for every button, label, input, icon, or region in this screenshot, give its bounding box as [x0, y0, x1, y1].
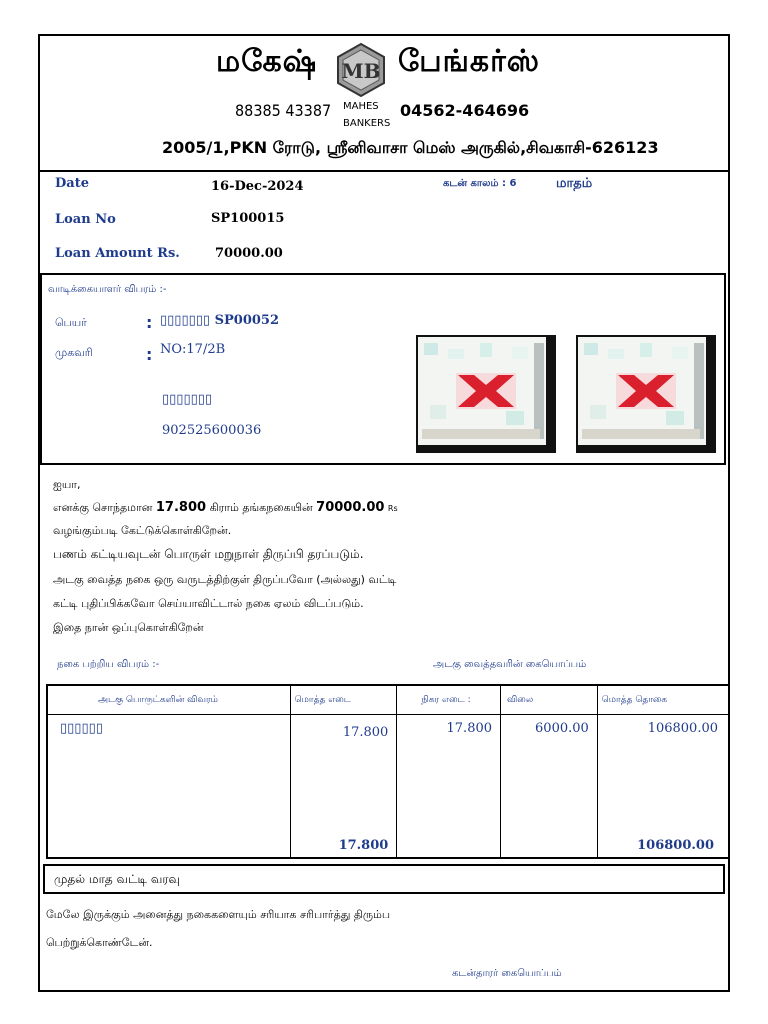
- item-rate: 6000.00: [535, 721, 589, 736]
- date-label: Date: [55, 176, 89, 191]
- pledger-signature-label: அடகு வைத்தவரின் கையொப்பம்: [433, 659, 587, 670]
- table-row: [47, 715, 729, 859]
- col-item-description: அடகு பொருட்களின் விவரம்: [47, 685, 290, 715]
- loan-amount-label: Loan Amount Rs.: [55, 246, 180, 261]
- shop-name-right: பேங்கர்ஸ்: [398, 44, 540, 79]
- col-total-amount: மொத்த தொகை: [597, 685, 729, 715]
- total-gross-weight: 17.800: [338, 838, 389, 853]
- grand-total-amount: 106800.00: [637, 838, 714, 853]
- col-gross-weight: மொத்த எடை: [290, 685, 397, 715]
- loan-no-label: Loan No: [55, 212, 116, 227]
- logo-caption-1: MAHES: [343, 101, 379, 112]
- address-colon: :: [146, 345, 153, 364]
- interest-box-label: முதல் மாத வட்டி வரவு: [54, 872, 181, 886]
- salutation: ஐயா,: [53, 478, 81, 491]
- customer-phone: 902525600036: [162, 423, 262, 438]
- name-label: பெயர்: [55, 316, 87, 329]
- receipt-line-2: பெற்றுக்கொண்டேன்.: [46, 936, 153, 949]
- customer-name: ▯▯▯▯▯▯▯ SP00052: [160, 313, 279, 328]
- logo-text: MB: [341, 59, 381, 83]
- item-description: ▯▯▯▯▯▯: [60, 721, 103, 736]
- address-label: முகவரி: [55, 346, 93, 359]
- col-net-weight: நிகர எடை :: [397, 685, 501, 715]
- header-divider: [38, 170, 730, 172]
- borrower-signature-label: கடன்தாரர் கையொப்பம்: [452, 968, 562, 979]
- declaration-line-1: எனக்கு சொந்தமான 17.800 கிராம் தங்கநகையின் 70000.00 Rs: [53, 500, 398, 515]
- mobile-number: 88385 43387: [235, 101, 332, 120]
- shop-address: 2005/1,PKN ரோடு, ஸ்ரீனிவாசா மெஸ் அருகில்,சிவகாசி-626123: [162, 138, 659, 157]
- table-header-row: [47, 685, 729, 715]
- declaration-line-4: அடகு வைத்த நகை ஒரு வருடத்திற்குள் திருப்பவோ (அல்லது) வட்டி: [53, 573, 397, 586]
- customer-section-title: வாடிக்கையாளர் விபரம் :-: [48, 284, 167, 295]
- receipt-line-1: மேலே இருக்கும் அனைத்து நகைகளையும் சரியாக சரிபார்த்து திரும்ப: [46, 908, 391, 921]
- loan-no-value: SP100015: [211, 211, 285, 226]
- col-rate: விலை: [501, 685, 598, 715]
- jewel-table: [46, 684, 730, 859]
- landline-number: 04562-464696: [400, 101, 530, 120]
- declaration-line-5: கட்டி புதிப்பிக்கவோ செய்யாவிட்டால் நகை ஏலம் விடப்படும்.: [53, 597, 364, 610]
- item-total-amount: 106800.00: [647, 721, 718, 736]
- jewel-section-title: நகை பற்றிய விபரம் :-: [57, 659, 160, 670]
- loan-amount-value: 70000.00: [215, 246, 283, 261]
- customer-photo: [416, 335, 556, 453]
- declaration-line-3: பணம் கட்டியவுடன் பொருள் மறுநாள் திருப்பி தரப்படும்.: [53, 547, 364, 561]
- declaration-line-2: வழங்கும்படி கேட்டுக்கொள்கிறேன்.: [53, 524, 232, 537]
- customer-place: ▯▯▯▯▯▯▯: [162, 392, 213, 407]
- shop-logo: [333, 42, 389, 98]
- name-colon: :: [146, 313, 153, 332]
- jewel-photo: [576, 335, 716, 453]
- item-gross-weight: 17.800: [342, 725, 389, 740]
- loan-period-label: கடன் காலம் : 6: [443, 178, 517, 189]
- date-value: 16-Dec-2024: [211, 179, 304, 194]
- logo-caption-2: BANKERS: [343, 118, 391, 129]
- item-net-weight: 17.800: [446, 721, 493, 736]
- shop-name-left: மகேஷ்: [216, 44, 318, 79]
- declaration-line-6: இதை நான் ஒப்புகொள்கிறேன்: [53, 621, 204, 634]
- loan-period-unit: மாதம்: [556, 176, 593, 191]
- customer-address: NO:17/2B: [160, 342, 226, 357]
